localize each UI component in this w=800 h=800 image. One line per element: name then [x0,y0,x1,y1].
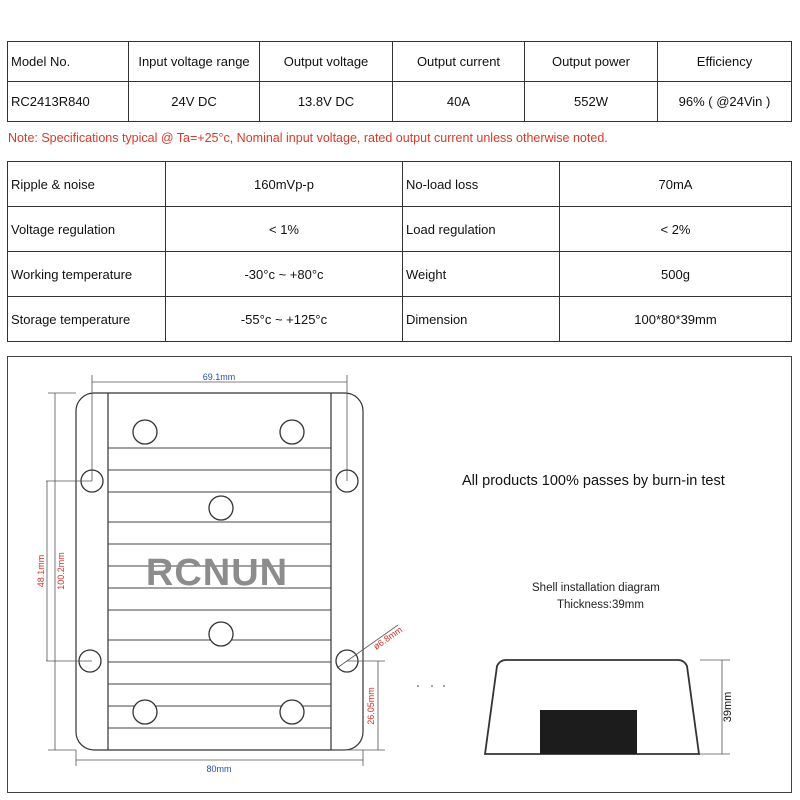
value-output-voltage: 13.8V DC [260,82,393,122]
decorative-dots [417,685,445,687]
load-regulation-label: Load regulation [403,207,560,252]
value-output-current: 40A [393,82,525,122]
storage-temp-value: -55°c ~ +125°c [166,297,403,342]
dim-hole-label: ø6.8mm [371,624,405,652]
ripple-value: 160mVp-p [166,162,403,207]
brand-watermark: RCNUN [145,552,289,594]
storage-temp-label: Storage temperature [8,297,166,342]
dimension-value: 100*80*39mm [560,297,792,342]
dim-right-label: 26.05mm [366,687,376,725]
header-output-power: Output power [525,42,658,82]
shell-diagram-title: Shell installation diagram [532,582,660,594]
side-view [485,660,734,754]
dimension-label: Dimension [403,297,560,342]
header-model: Model No. [8,42,129,82]
burn-in-text: All products 100% passes by burn-in test [462,473,725,489]
weight-label: Weight [403,252,560,297]
header-input-voltage: Input voltage range [129,42,260,82]
value-output-power: 552W [525,82,658,122]
thickness-label: Thickness:39mm [557,599,644,611]
working-temp-label: Working temperature [8,252,166,297]
dim-left-inner-label: 48.1mm [36,554,46,588]
voltage-regulation-value: < 1% [166,207,403,252]
dim-bottom-label: 80mm [206,764,232,774]
weight-value: 500g [560,252,792,297]
ripple-label: Ripple & noise [8,162,166,207]
voltage-regulation-label: Voltage regulation [8,207,166,252]
header-efficiency: Efficiency [658,42,792,82]
value-efficiency: 96% ( @24Vin ) [658,82,792,122]
working-temp-value: -30°c ~ +80°c [166,252,403,297]
value-input-voltage: 24V DC [129,82,260,122]
side-height-label: 39mm [722,691,734,723]
load-regulation-value: < 2% [560,207,792,252]
header-output-voltage: Output voltage [260,42,393,82]
no-load-value: 70mA [560,162,792,207]
dim-top-label: 69.1mm [202,372,236,382]
value-model: RC2413R840 [8,82,129,122]
spec-note: Note: Specifications typical @ Ta=+25°c, Nominal input voltage, rated output current unless otherwise noted. [8,131,608,145]
header-output-current: Output current [393,42,525,82]
no-load-label: No-load loss [403,162,560,207]
dim-left-outer-label: 100.2mm [56,552,66,590]
side-view-terminal-block [540,710,637,754]
